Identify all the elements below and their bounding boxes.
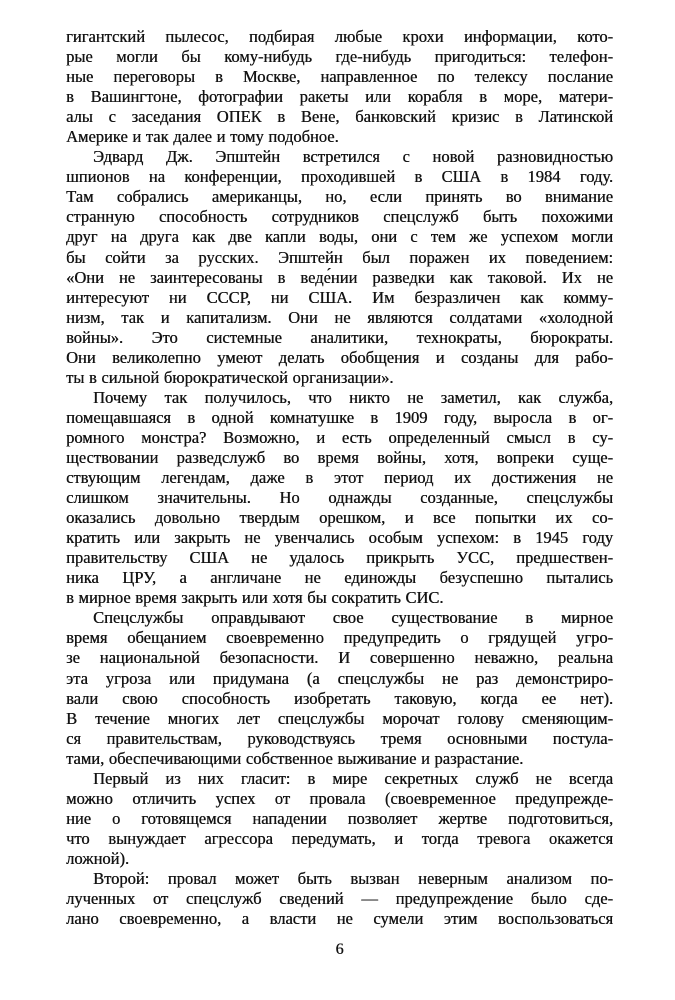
text-line: Второй: провал может быть вызван неверным анализом по- bbox=[93, 868, 613, 888]
text-line: лано своевременно, а власти не сумели этим воспользоваться bbox=[66, 909, 613, 929]
paragraph bbox=[66, 769, 613, 869]
text-line: в Вашингтоне, фотографии ракеты или корабля в море, матери- bbox=[66, 87, 613, 107]
text-line: ника ЦРУ, а англичане не единожды безуспешно пытались bbox=[66, 568, 613, 588]
text-line: гигантский пылесос, подбирая любые крохи информации, кото- bbox=[66, 27, 613, 46]
text-line: кратить или закрыть не увенчались особым успехом: в 1945 году bbox=[66, 528, 613, 548]
text-line: войны». Это системные аналитики, технократы, бюрократы. bbox=[66, 327, 613, 347]
text-line: что вынуждает агрессора передумать, и тогда тревога окажется bbox=[66, 828, 613, 848]
text-line: правительству США не удалось прикрыть УСС, предшествен- bbox=[66, 548, 613, 568]
text-line: алы с заседания ОПЕК в Вене, банковский кризис в Латинской bbox=[66, 107, 613, 127]
text-line: оказались довольно твердым орешком, и все попытки их со- bbox=[66, 508, 613, 528]
text-line: странную способность сотрудников спецслужб быть похожими bbox=[66, 207, 613, 227]
text-line: Спецслужбы оправдывают свое существование в мирное bbox=[93, 608, 613, 628]
text-line: низм, так и капитализм. Они не являются солдатами «холодной bbox=[66, 307, 613, 327]
text-line: Первый из них гласит: в мире секретных служб не всегда bbox=[93, 768, 613, 788]
text-line: ся правительствам, руководствуясь тремя основными постула- bbox=[66, 728, 613, 748]
text-line: в мирное время закрыть или хотя бы сократить СИС. bbox=[66, 588, 444, 608]
paragraph bbox=[66, 869, 613, 929]
text-line: зе национальной безопасности. И совершенно неважно, реальна bbox=[66, 648, 613, 668]
text-line: бы сойти за русских. Эпштейн был поражен их поведением: bbox=[66, 247, 613, 267]
paragraph bbox=[66, 27, 613, 147]
text-line: ты в сильной бюрократической организации». bbox=[66, 367, 394, 387]
text-line: слишком значительны. Но однажды созданные, спецслужбы bbox=[66, 488, 613, 508]
paragraph bbox=[66, 147, 613, 388]
text-line: тами, обеспечивающими собственное выживание и разрастание. bbox=[66, 748, 524, 768]
text-line: В течение многих лет спецслужбы морочат голову сменяющим- bbox=[66, 708, 613, 728]
page-number: 6 bbox=[335, 941, 344, 958]
text-line: Эдвард Дж. Эпштейн встретился с новой разновидностью bbox=[93, 147, 613, 167]
text-line: ствующим легендам, даже в этот период их достижения не bbox=[66, 468, 613, 488]
text-line: лученных от спецслужб сведений — предупреждение было сде- bbox=[66, 889, 613, 909]
text-line: Там собрались американцы, но, если принять во внимание bbox=[66, 187, 613, 207]
text-line: ромного монстра? Возможно, и есть определенный смысл в су- bbox=[66, 427, 613, 447]
text-line: помещавшаяся в одной комнатушке в 1909 году, выросла в ог- bbox=[66, 407, 613, 427]
text-line: эта угроза или придумана (а спецслужбы не раз демонстриро- bbox=[66, 668, 613, 688]
text-line: время обещанием своевременно предупредить о грядущей угро- bbox=[66, 628, 613, 648]
text-line: шпионов на конференции, проходившей в США в 1984 году. bbox=[66, 167, 613, 187]
text-line: ществовании разведслужб во время войны, хотя, вопреки суще- bbox=[66, 447, 613, 467]
text-line: Они великолепно умеют делать обобщения и созданы для рабо- bbox=[66, 347, 613, 367]
text-line: друг на друга как две капли воды, они с тем же успехом могли bbox=[66, 227, 613, 247]
text-line: интересуют ни СССР, ни США. Им безразличен как комму- bbox=[66, 287, 613, 307]
text-line: Америке и так далее и тому подобное. bbox=[66, 127, 339, 147]
text-line: ные переговоры в Москве, направленное по телексу послание bbox=[66, 67, 613, 87]
text-line: можно отличить успех от провала (своевременное предупрежде- bbox=[66, 788, 613, 808]
text-line: вали свою способность изобретать таковую, когда ее нет). bbox=[66, 688, 613, 708]
text-line: ние о готовящемся нападении позволяет жертве подготовиться, bbox=[66, 808, 613, 828]
paragraph bbox=[66, 608, 613, 768]
page-text bbox=[66, 27, 613, 929]
text-line: рые могли бы кому-нибудь где-нибудь пригодиться: телефон- bbox=[66, 47, 613, 67]
text-line: «Они не заинтересованы в веде́нии разведки как таковой. Их не bbox=[66, 267, 613, 287]
paragraph bbox=[66, 388, 613, 609]
text-line: Почему так получилось, что никто не заметил, как служба, bbox=[93, 387, 613, 407]
text-line: ложной). bbox=[66, 848, 130, 868]
